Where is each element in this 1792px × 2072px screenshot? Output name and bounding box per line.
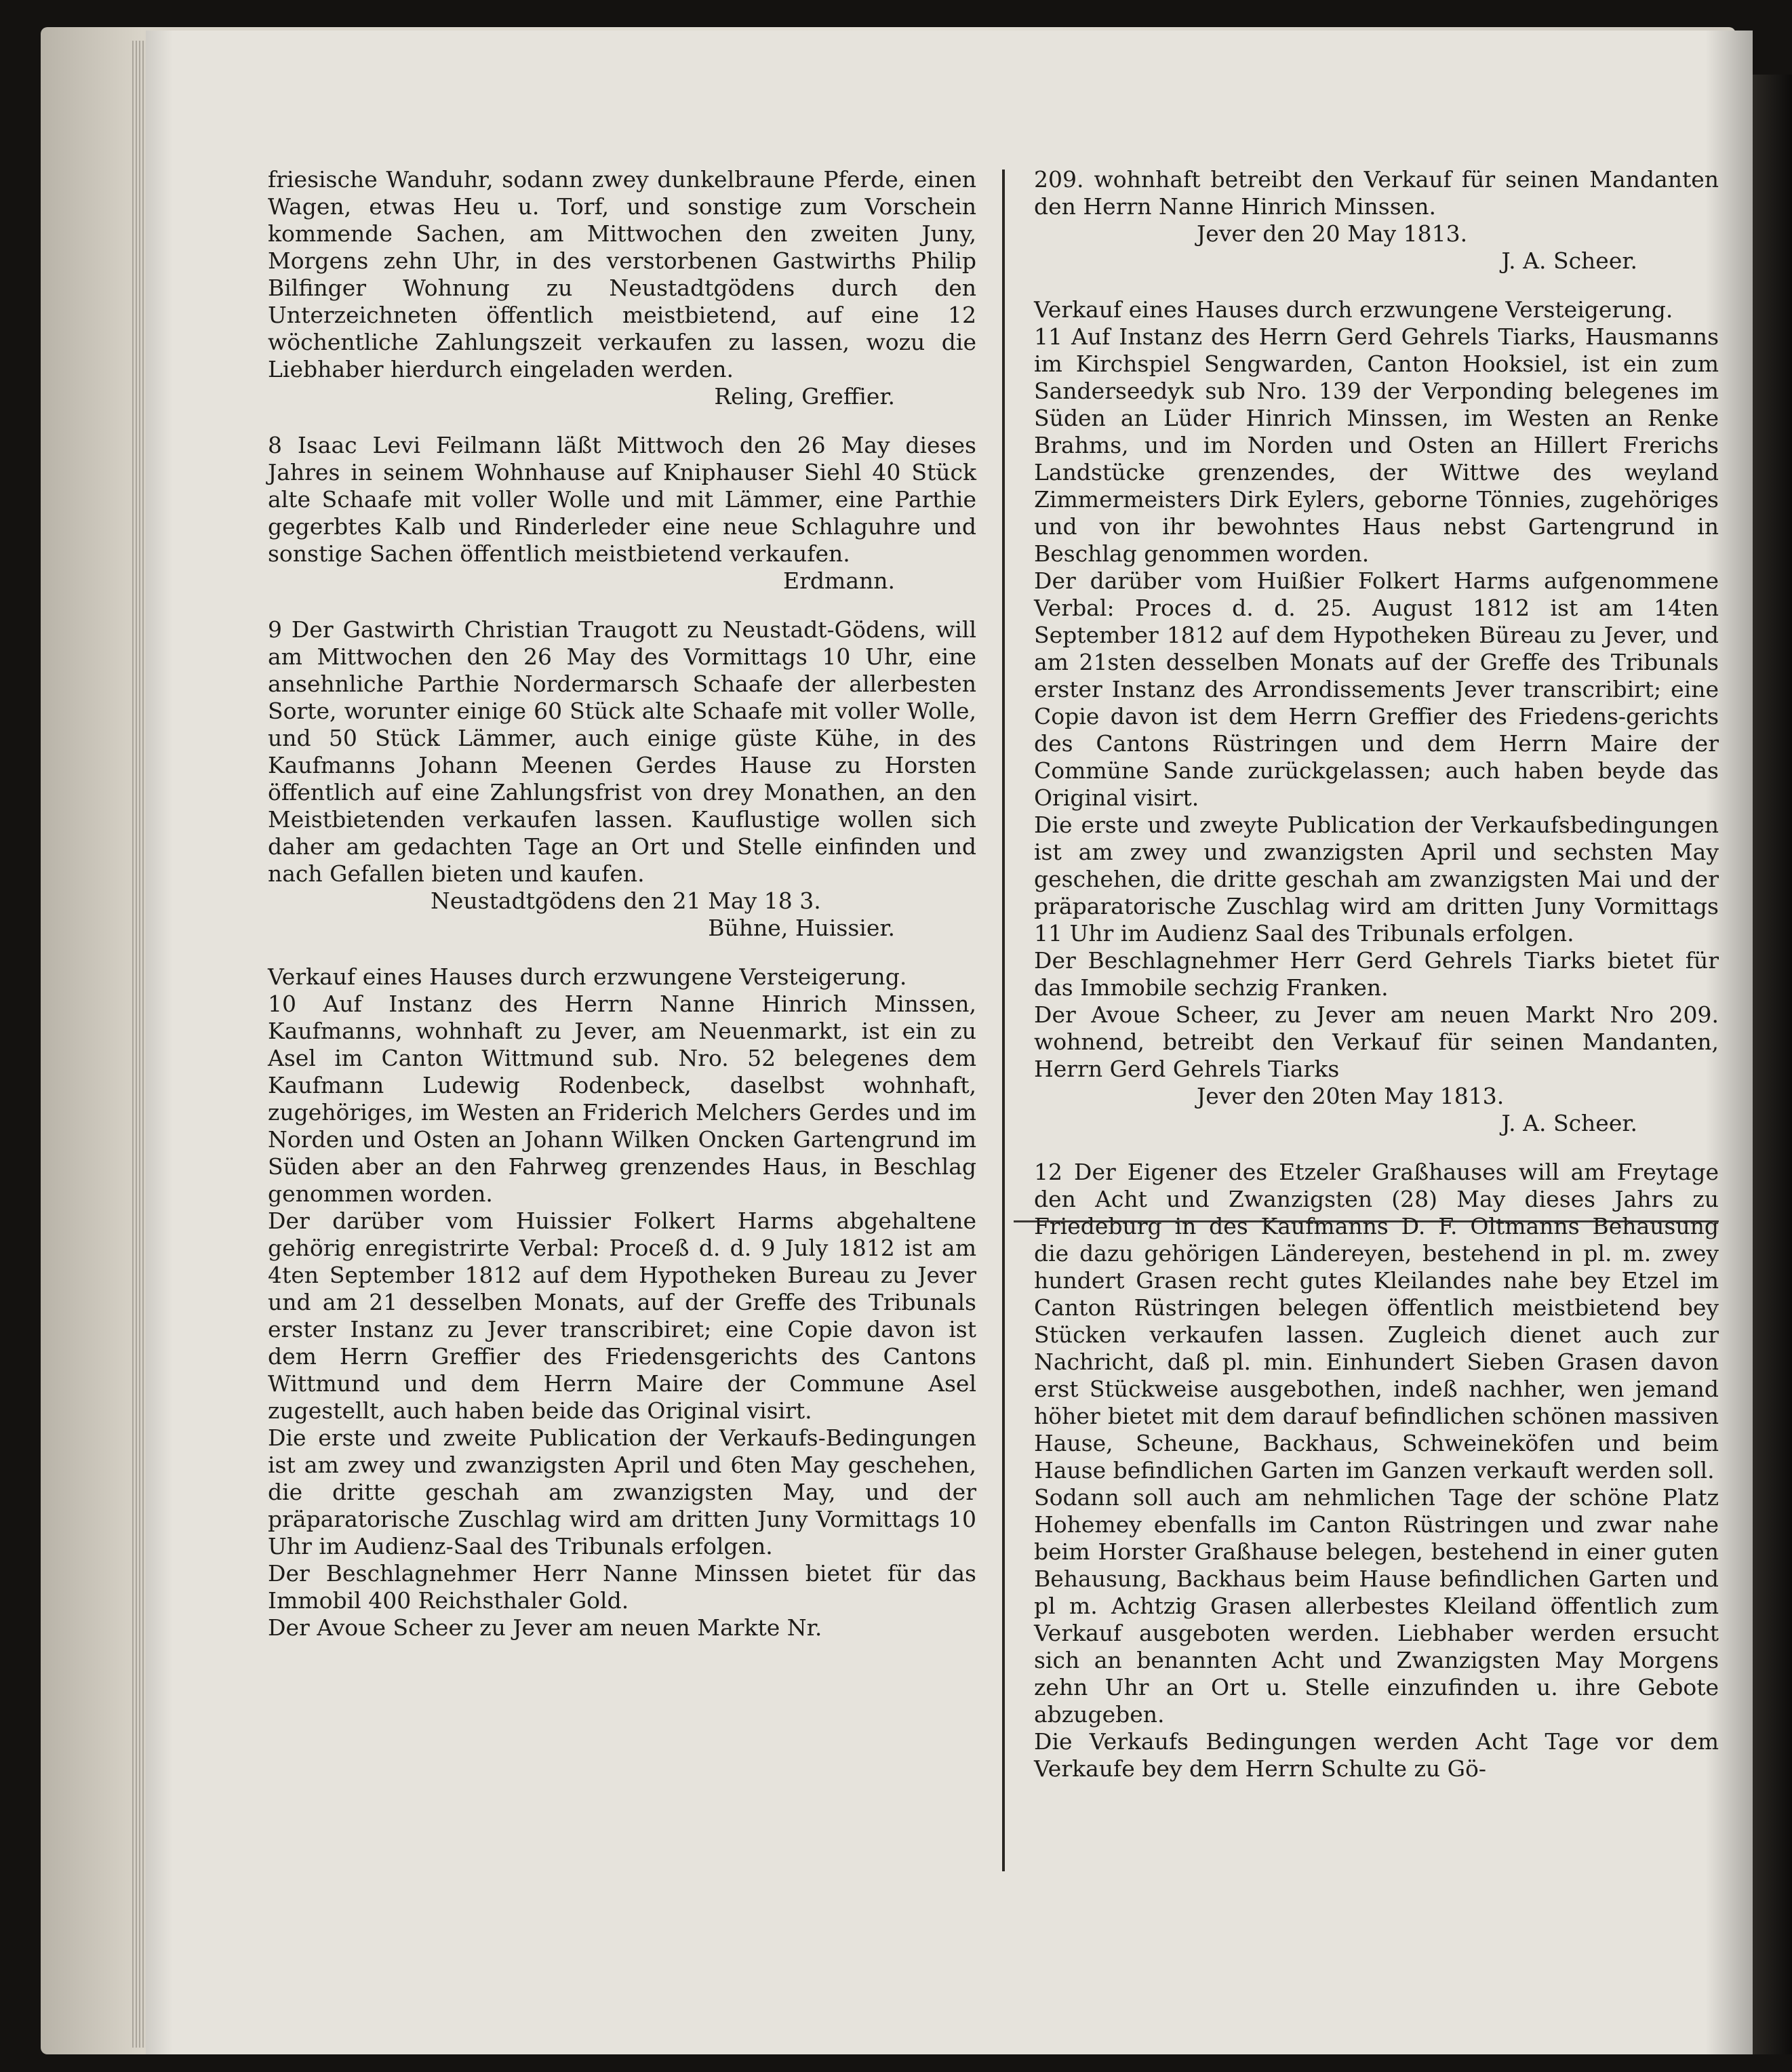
notice-9-signature: Bühne, Huissier. [708,915,895,941]
notice-10-paragraph-3: Die erste und zweite Publication der Verkaufs-Bedingungen ist am zwey und zwanzigsten April und 6ten May geschehen, die dritte geschah am zwanzigsten May, und der präparatorische Zuschlag wird am dritten Juny Vormittags 10 Uhr im Audienz-Saal des Tribunals erfolgen. [268,1424,976,1559]
notice-8-text: 8 Isaac Levi Feilmann läßt Mittwoch den 26 May dieses Jahres in seinem Wohnhause auf Kniphauser Siehl 40 Stück alte Schaafe mit voller Wolle und mit Lämmer, eine Parthie gegerbtes Kalb und Rinderleder eine neue Schlaguhre und sonstige Sachen öffentlich meistbietend verkaufen. [268,432,976,567]
notice-10-paragraph-5: Der Avoue Scheer zu Jever am neuen Markte Nr. [268,1614,822,1641]
notice-10-paragraph-4: Der Beschlagnehmer Herr Nanne Minssen bietet für das Immobil 400 Reichsthaler Gold. [268,1560,976,1614]
notice-12-paragraph-2: Sodann soll auch am nehmlichen Tage der schöne Platz Hohemey ebenfalls im Canton Rüstringen und zwar nahe beim Horster Graßhause belegen, bestehend in einer guten Behausung, Backhaus beim Hause befindlichen Garten und pl m. Achtzig Grasen allerbestes Kleiland öffentlich zum Verkauf ausgeboten werden. Liebhaber werden ersucht sich an benannten Acht und Zwanzigsten May Morgens zehn Uhr an Ort u. Stelle einzufinden u. ihre Gebote abzugeben. [1034,1484,1719,1728]
notice-12-paragraph-1: 12 Der Eigener des Etzeler Graßhauses will am Freytage den Acht und Zwanzigsten (28) May dieses Jahrs zu Friedeburg in des Kaufmanns D. F. Oltmanns Behausung die dazu gehörigen Ländereyen, bestehend in pl. m. zwey hundert Grasen recht gutes Kleilandes nahe bey Etzel im Canton Rüstringen belegen öffentlich meistbietend bey Stücken verkaufen lassen. Zugleich dienet auch zur Nachricht, daß pl. min. Einhundert Sieben Grasen davon erst Stückweise ausgebothen, indeß nachher, wen jemand höher bietet mit dem darauf befindlichen schönen massiven Hause, Scheune, Backhaus, Schweineköfen und beim Hause befindlichen Garten im Ganzen verkauft werden soll. [1034,1159,1719,1483]
notice-8 [268,432,976,595]
notice-10-cont-text: 209. wohnhaft betreibt den Verkauf für seinen Mandanten den Herrn Nanne Hinrich Minssen. [1034,166,1719,220]
notice-10-paragraph-1: 10 Auf Instanz des Herrn Nanne Hinrich Minssen, Kaufmanns, wohnhaft zu Jever, am Neuenmarkt, ist ein zu Asel im Canton Wittmund sub. Nro. 52 belegenes dem Kaufmann Ludewig Rodenbeck, daselbst wohnhaft, zugehöriges, im Westen an Friderich Melchers Gerdes und im Norden und Osten an Johann Wilken Oncken Gartengrund im Süden aber an den Fahrweg grenzendes Haus, in Beschlag genommen worden. [268,991,976,1207]
notice-10 [268,963,976,1641]
notice-9-place-date: Neustadtgödens den 21 May 18 3. [431,888,821,914]
column-divider [1002,170,1005,1871]
notice-10-place-date: Jever den 20 May 1813. [1197,220,1468,247]
notice-11-paragraph-1: 11 Auf Instanz des Herrn Gerd Gehrels Tiarks, Hausmanns im Kirchspiel Sengwarden, Canton Hooksiel, ist ein zum Sanderseedyk sub Nro. 139 der Verponding belegenes im Süden an Lüder Hinrich Minssen, im Westen an Renke Brahms, und im Norden und Osten an Hillert Frerichs Landstücke grenzendes, der Wittwe des weyland Zimmermeisters Dirk Eylers, geborne Tönnies, zugehöriges und von ihr bewohntes Haus nebst Gartengrund in Beschlag genommen worden. [1034,323,1719,567]
notice-12-paragraph-3: Die Verkaufs Bedingungen werden Acht Tage vor dem Verkaufe bey dem Herrn Schulte zu Gö- [1034,1728,1719,1782]
notice-10-signature: J. A. Scheer. [1501,247,1637,274]
notice-11-heading: Verkauf eines Hauses durch erzwungene Versteigerung. [1034,296,1673,323]
notice-9 [268,616,976,942]
notice-8-signature: Erdmann. [783,567,895,594]
notice-11-signature: J. A. Scheer. [1501,1110,1637,1136]
right-column [1034,166,1719,1782]
notice-7-text: friesische Wanduhr, sodann zwey dunkelbraune Pferde, einen Wagen, etwas Heu u. Torf, und sonstige zum Vorschein kommende Sachen, am Mittwochen den zweiten Juny, Morgens zehn Uhr, in des verstorbenen Gastwirths Philip Bilfinger Wohnung zu Neustadtgödens durch den Unterzeichneten öffentlich meistbietend, auf eine 12 wöchentliche Zahlungszeit verkaufen zu lassen, wozu die Liebhaber hierdurch eingeladen werden. [268,166,976,382]
notice-11-paragraph-4: Der Beschlagnehmer Herr Gerd Gehrels Tiarks bietet für das Immobile sechzig Franken. [1034,947,1719,1001]
notice-11-place-date: Jever den 20ten May 1813. [1197,1083,1505,1109]
notice-7-signature: Reling, Greffier. [714,383,895,410]
notice-10-heading: Verkauf eines Hauses durch erzwungene Versteigerung. [268,963,907,990]
notice-11-paragraph-3: Die erste und zweyte Publication der Verkaufsbedingungen ist am zwey und zwanzigsten April und sechsten May geschehen, die dritte geschah am zwanzigsten Mai und der präparatorische Zuschlag wird am dritten Juny Vormittags 11 Uhr im Audienz Saal des Tribunals erfolgen. [1034,812,1719,947]
notice-7 [268,166,976,410]
notice-10-continuation [1034,166,1719,275]
notice-10-paragraph-2: Der darüber vom Huissier Folkert Harms abgehaltene gehörig enregistrirte Verbal: Proceß d. d. 9 July 1812 ist am 4ten September 1812 auf dem Hypotheken Bureau zu Jever und am 21 desselben Monats, auf der Greffe des Tribunals erster Instanz zu Jever transcribiret; eine Copie davon ist dem Herrn Greffier des Friedensgerichts des Cantons Wittmund und dem Herrn Maire der Commune Asel zugestellt, auch haben beide das Original visirt. [268,1208,976,1424]
left-column [268,166,976,1641]
page-edges [132,41,146,2048]
notice-12 [1034,1159,1719,1782]
notice-11-paragraph-5: Der Avoue Scheer, zu Jever am neuen Markt Nro 209. wohnend, betreibt den Verkauf für seinen Mandanten, Herrn Gerd Gehrels Tiarks [1034,1001,1719,1082]
notice-11-paragraph-2: Der darüber vom Huißier Folkert Harms aufgenommene Verbal: Proces d. d. 25. August 1812 ist am 14ten September 1812 auf dem Hypotheken Büreau zu Jever, und am 21sten desselben Monats auf der Greffe des Tribunals erster Instanz des Arrondissements Jever transcribirt; eine Copie davon ist dem Herrn Greffier des Friedens-gerichts des Cantons Rüstringen und dem Herrn Maire der Commüne Sande zurückgelassen; auch haben beyde das Original visirt. [1034,567,1719,811]
notice-9-text: 9 Der Gastwirth Christian Traugott zu Neustadt-Gödens, will am Mittwochen den 26 May des Vormittags 10 Uhr, eine ansehnliche Parthie Nordermarsch Schaafe der allerbesten Sorte, worunter einige 60 Stück alte Schaafe mit voller Wolle, und 50 Stück Lämmer, auch einige güste Kühe, in des Kaufmanns Johann Meenen Gerdes Hause zu Horsten öffentlich auf eine Zahlungsfrist von drey Monathen, an den Meistbietenden verkaufen lassen. Kauflustige wollen sich daher am gedachten Tage an Ort und Stelle einfinden und nach Gefallen bieten und kaufen. [268,616,976,887]
notice-11 [1034,296,1719,1137]
book-binding-edge [1753,75,1792,2054]
